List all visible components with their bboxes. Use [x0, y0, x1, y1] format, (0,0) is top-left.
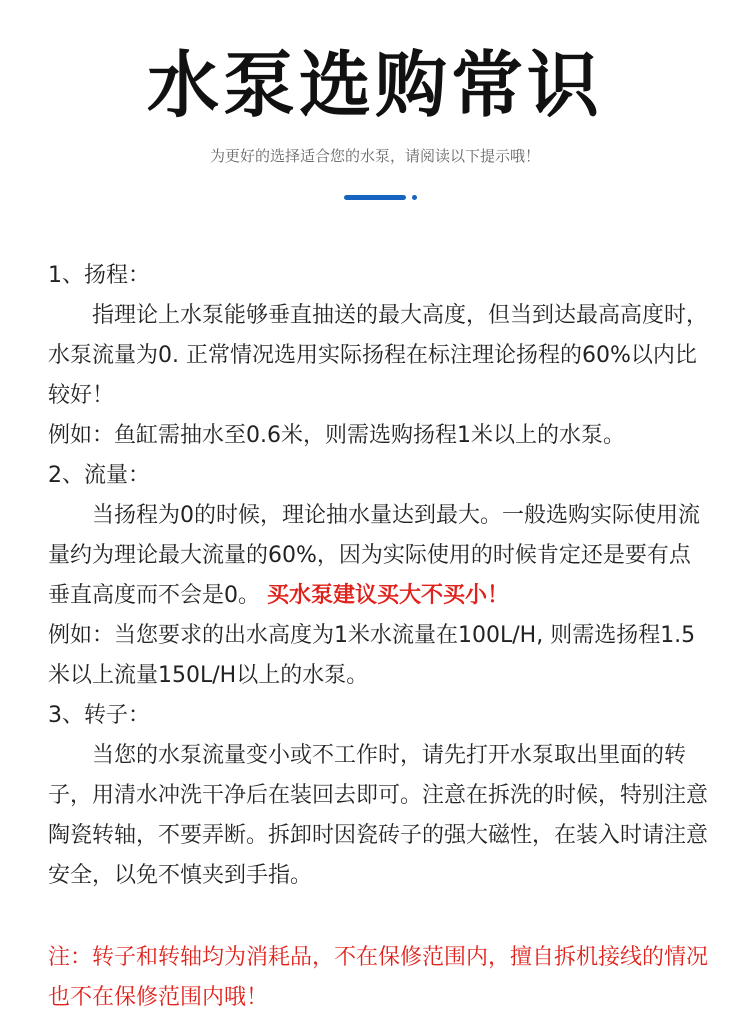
- content: [48, 256, 708, 896]
- section-heading-head: 1、扬程：: [48, 263, 150, 288]
- section-body-flow-text: 当扬程为0的时候，理论抽水量达到最大。一般选购实际使用流量约为理论最大流量的60%，因为实际使用的时候肯定还是要有点垂直高度而不会是0。: [48, 503, 700, 608]
- section-example-flow: 例如：当您要求的出水高度为1米水流量在100L/H, 则需选扬程1.5米以上流量150L/H以上的水泵。: [48, 623, 696, 688]
- section-heading-flow: 2、流量：: [48, 463, 150, 488]
- divider-bar: [344, 195, 406, 200]
- section-body-head: 指理论上水泵能够垂直抽送的最大高度，但当到达最高高度时，水泵流量为0. 正常情况选用实际扬程在标注理论扬程的60%以内比较好！: [48, 303, 709, 408]
- section-heading-rotor: 3、转子：: [48, 703, 150, 728]
- title-divider: [344, 195, 424, 201]
- divider-dot: [412, 195, 417, 200]
- warranty-note: 注：转子和转轴均为消耗品，不在保修范围内，擅自拆机接线的情况也不在保修范围内哦！: [48, 945, 709, 1010]
- section-highlight-flow: 买水泵建议买大不买小！: [267, 583, 510, 608]
- page-subtitle: 为更好的选择适合您的水泵，请阅读以下提示哦！: [209, 147, 540, 165]
- page-title: 水泵选购常识: [146, 43, 603, 127]
- section-example-head: 例如：鱼缸需抽水至0.6米，则需选购扬程1米以上的水泵。: [48, 423, 625, 448]
- section-body-flow: [48, 496, 708, 616]
- section-body-rotor: 当您的水泵流量变小或不工作时，请先打开水泵取出里面的转子，用清水冲洗干净后在装回去即可。注意在拆洗的时候，特别注意陶瓷转轴，不要弄断。拆卸时因瓷砖子的强大磁性，在装入时请注意安全，以免不慎夹到手指。: [48, 743, 709, 888]
